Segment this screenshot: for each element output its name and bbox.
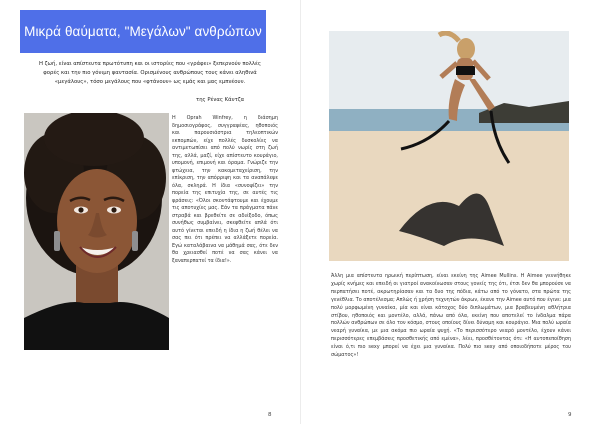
article-title: Μικρά θαύματα, "Μεγάλων" ανθρώπων — [24, 24, 262, 39]
runner-illustration — [329, 31, 569, 261]
portrait-photo — [24, 113, 169, 350]
page-number-left: 8 — [268, 412, 272, 418]
title-banner — [20, 10, 266, 53]
runner-photo — [329, 31, 569, 261]
page-spread-divider — [300, 0, 301, 424]
page-number-right: 9 — [568, 412, 572, 418]
intro-paragraph: Η ζωή, είναι απίστευτα πρωτότυπη και οι ιστορίες που «γράφει» ξεπερνούν πολλές φορές και την πιο γόνιμη φαντασία. Ορισμένους ανθρώπους τους κάνει αληθινά «μεγάλους», τόσο μεγάλους που «φτάνουν» ως εμάς και μας εμπνέουν. — [39, 61, 261, 85]
author-credit: της Ρένας Κάντζα — [196, 97, 245, 103]
aimee-mullins-story-text: Άλλη μια απίστευτα ηρωική περίπτωση, είναι εκείνη της Aimee Mullins. Η Aimee γεννήθηκε χωρίς κνήμες και επειδή οι γιατροί ανακοίνωσαν στους γονείς της ότι, έτσι δεν θα μπορούσε να περπατήσει ποτέ, ακρωτηρίασαν και τα δυο της πόδια, κάτω από το γόνατο, στα πρώτα της γενέθλια. Το αποτέλεσμα; Απλώς ή χρήση τεχνητών άκρων, έκανε την Aimee αυτό που έγινε: μια πολύ μορφωμένη γυναίκα, μία και είναι κάτοχος δύο διπλωμάτων, μια βραβευμένη αθλήτρια στίβου, ηθοποιός και μοντέλο, αλλά, πάνω από όλα, εκείνη που αποτελεί το ίνδαλμα πάρα πολλών ανθρώπων σε όλο τον κόσμο, στους οποίους δίνει δύναμη και κουράγιο. Μια πολύ ωραία νεαρή γυναίκα, με μια ακόμα πιο ωραία ψυχή. «Το περισσότερο νεαρό μοντέλο, έχουν κάνει περισσότερες επεμβάσεις προσθετικής από εμένα», λέει, προσθέτοντας ότι: «Η αυτοπεποίθηση είναι ό,τι πιο sexy μπορεί να έχει μια γυναίκα. Πολύ πιο sexy από οποιοδήποτε μέρος του σώματος»! — [331, 273, 571, 359]
oprah-article-text: Η Oprah Winfrey, η διάσημη δημοσιογράφος, συγγραφέας, ηθοποιός και παρουσιάστρια τηλεοπτικών εκπομπών, είχε πολλές δυσκολίες να αντιμετωπίσει από πολύ νωρίς στη ζωή της, αλλά, μαζί, είχε απίστευτο κουράγιο, υπομονή, επιμονή και όραμα. Γνώριζε την φτώχεια, την κακομεταχείριση, την επίκριση, την απόρριψη και τα αναπάλεψε όλα, σκληρά. Η ίδια «συνοψίζει» την πορεία της επιτυχία της, σε αυτές τις φράσεις: «Όλοι σκοντάφτουμε και έχουμε τις αποτυχίες μας. Εάν τα πράγματα πάνε στραβά και βρεθείτε σε αδιέξοδο, όπως συνήθως συμβαίνει, σκεφθείτε απλά ότι αυτό γίνεται επειδή η ίδια η ζωή θέλει να σας πει ότι πρέπει να αλλάξετε πορεία. Εγώ καταλάβαινα να μάθημά σας, ότε δεν θα χρειασθεί ποτέ να σας κάνει να ξαναπερπατεί τα ίδια!». — [172, 115, 278, 264]
portrait-illustration — [24, 113, 169, 350]
